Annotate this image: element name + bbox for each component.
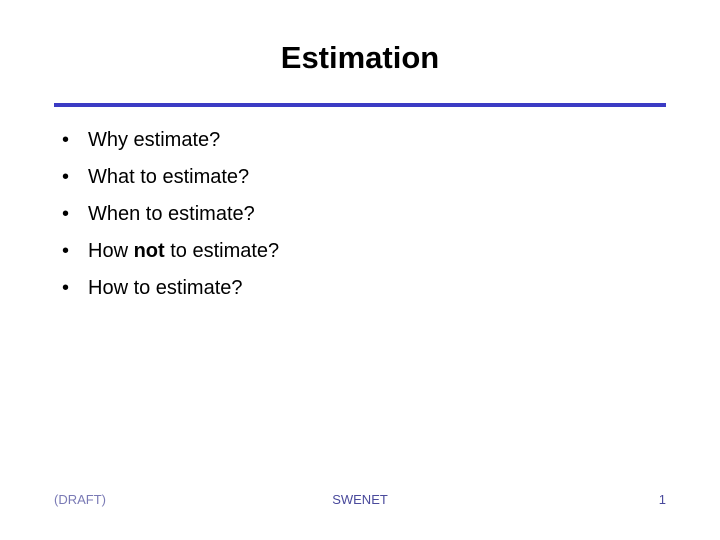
footer-organization-label: SWENET — [332, 492, 388, 507]
list-item-text: When to estimate? — [88, 203, 255, 225]
list-item — [54, 128, 666, 152]
list-item-text: How to estimate? — [88, 277, 243, 299]
footer-draft-label: (DRAFT) — [54, 492, 106, 507]
list-item — [54, 239, 666, 263]
list-item-text: Why estimate? — [88, 129, 221, 151]
bullet-marker-icon: • — [62, 203, 70, 225]
page-title: Estimation — [280, 40, 440, 75]
footer-page-number: 1 — [658, 492, 666, 507]
bullet-marker-icon: • — [62, 129, 70, 151]
bullet-marker-icon: • — [62, 240, 70, 262]
list-item-emphasis: not — [133, 240, 165, 262]
list-item — [54, 276, 666, 300]
list-item — [54, 165, 666, 189]
list-item — [54, 202, 666, 226]
bullet-marker-icon: • — [62, 166, 70, 188]
list-item-text: How — [88, 240, 134, 262]
bullet-list — [54, 128, 666, 313]
title-divider — [54, 103, 666, 107]
slide-footer — [0, 492, 720, 516]
list-item-text: What to estimate? — [88, 166, 250, 188]
list-item-text-tail: to estimate? — [164, 240, 280, 262]
bullet-marker-icon: • — [62, 277, 70, 299]
